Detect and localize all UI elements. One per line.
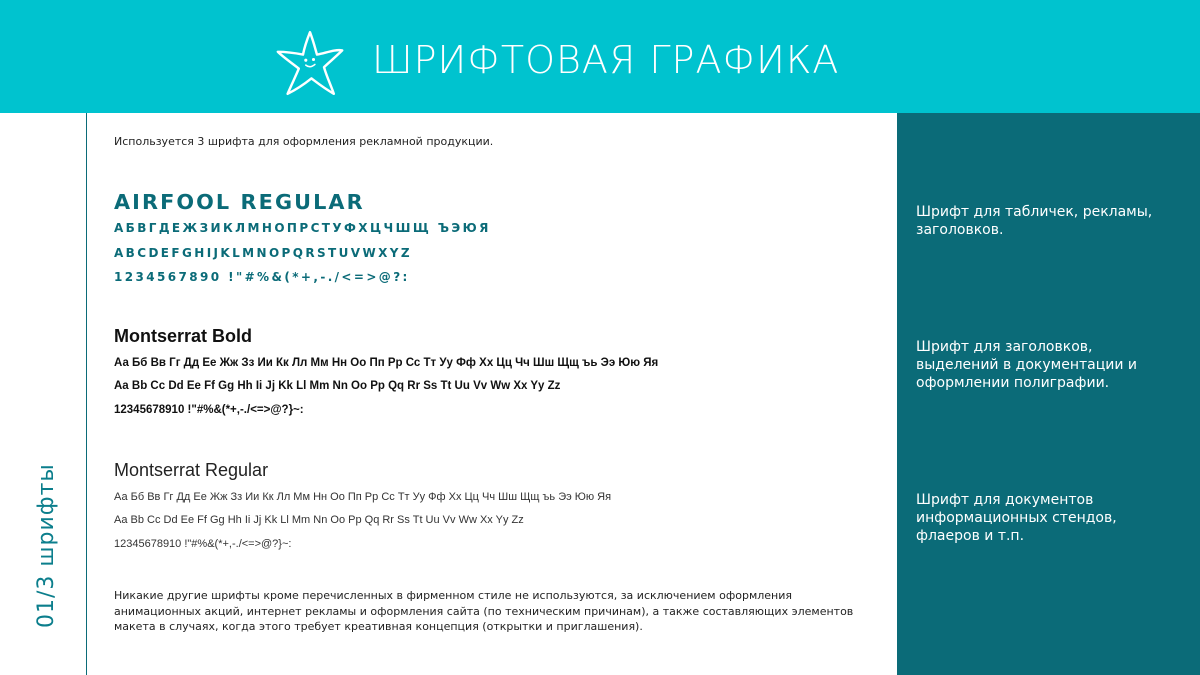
font-name-montserrat-bold: Montserrat Bold — [114, 326, 253, 346]
left-divider — [86, 113, 87, 675]
font-sample-line: 12345678910 !"#%&(*+,-./<=>@?}~: — [114, 404, 304, 416]
section-label: 01/3 шрифты — [34, 463, 59, 628]
font-name-montserrat-regular: Montserrat Regular — [114, 460, 269, 480]
font-description-montserrat-regular: Шрифт для документов информационных стендов, флаеров и т.п. — [916, 492, 1117, 544]
font-sample-line: АБВГДЕЖЗИКЛМНОПРСТУФХЦЧШЩ ЪЭЮЯ — [114, 221, 491, 235]
font-sample-line: Аа Бб Вв Гг Дд Ее Жж Зз Ии Кк Лл Мм Нн Оо Пп Рр Сс Тт Уу Фф Хх Цц Чч Шш Щщ ъь Ээ Юю Яя — [114, 491, 612, 503]
font-sample-line: Aa Bb Cc Dd Ee Ff Gg Hh Ii Jj Kk Ll Mm Nn Oo Pp Qq Rr Ss Tt Uu Vv Ww Xx Yy Zz — [114, 380, 561, 392]
description-panel — [897, 113, 1200, 675]
font-sample-line: Aa Bb Cc Dd Ee Ff Gg Hh Ii Jj Kk Ll Mm Nn Oo Pp Qq Rr Ss Tt Uu Vv Ww Xx Yy Zz — [114, 514, 524, 526]
font-sample-line: 12345678910 !"#%&(*+,-./<=>@?}~: — [114, 538, 292, 550]
usage-note: Никакие другие шрифты кроме перечисленных в фирменном стиле не используются, за исключением оформления анимационных акций, интернет рекламы и оформления сайта (по техническим причинам), а также составляющих элементов макета в случаях, когда этого требует креативная концепция (открытки и приглашения). — [114, 589, 854, 633]
font-description-airfool: Шрифт для табличек, рекламы, заголовков. — [916, 204, 1153, 238]
font-name-airfool: AIRFOOL REGULAR — [114, 190, 365, 214]
intro-text: Используется 3 шрифта для оформления рекламной продукции. — [114, 135, 494, 148]
font-sample-line: Аа Бб Вв Гг Дд Ее Жж Зз Ии Кк Лл Мм Нн Оо Пп Рр Сс Тт Уу Фф Хх Цц Чч Шш Щщ ъь Ээ Юю Яя — [114, 357, 659, 369]
font-description-montserrat-bold: Шрифт для заголовков, выделений в документации и оформлении полиграфии. — [916, 339, 1137, 391]
page-title: ШРИФТОВАЯ ГРАФИКА — [372, 38, 840, 82]
font-sample-line: 1234567890 !"#%&(*+,-./<=>@?: — [114, 270, 410, 284]
header-banner — [0, 0, 1200, 113]
font-sample-line: ABCDEFGHIJKLMNOPQRSTUVWXYZ — [114, 246, 412, 260]
starfish-icon — [275, 28, 345, 98]
